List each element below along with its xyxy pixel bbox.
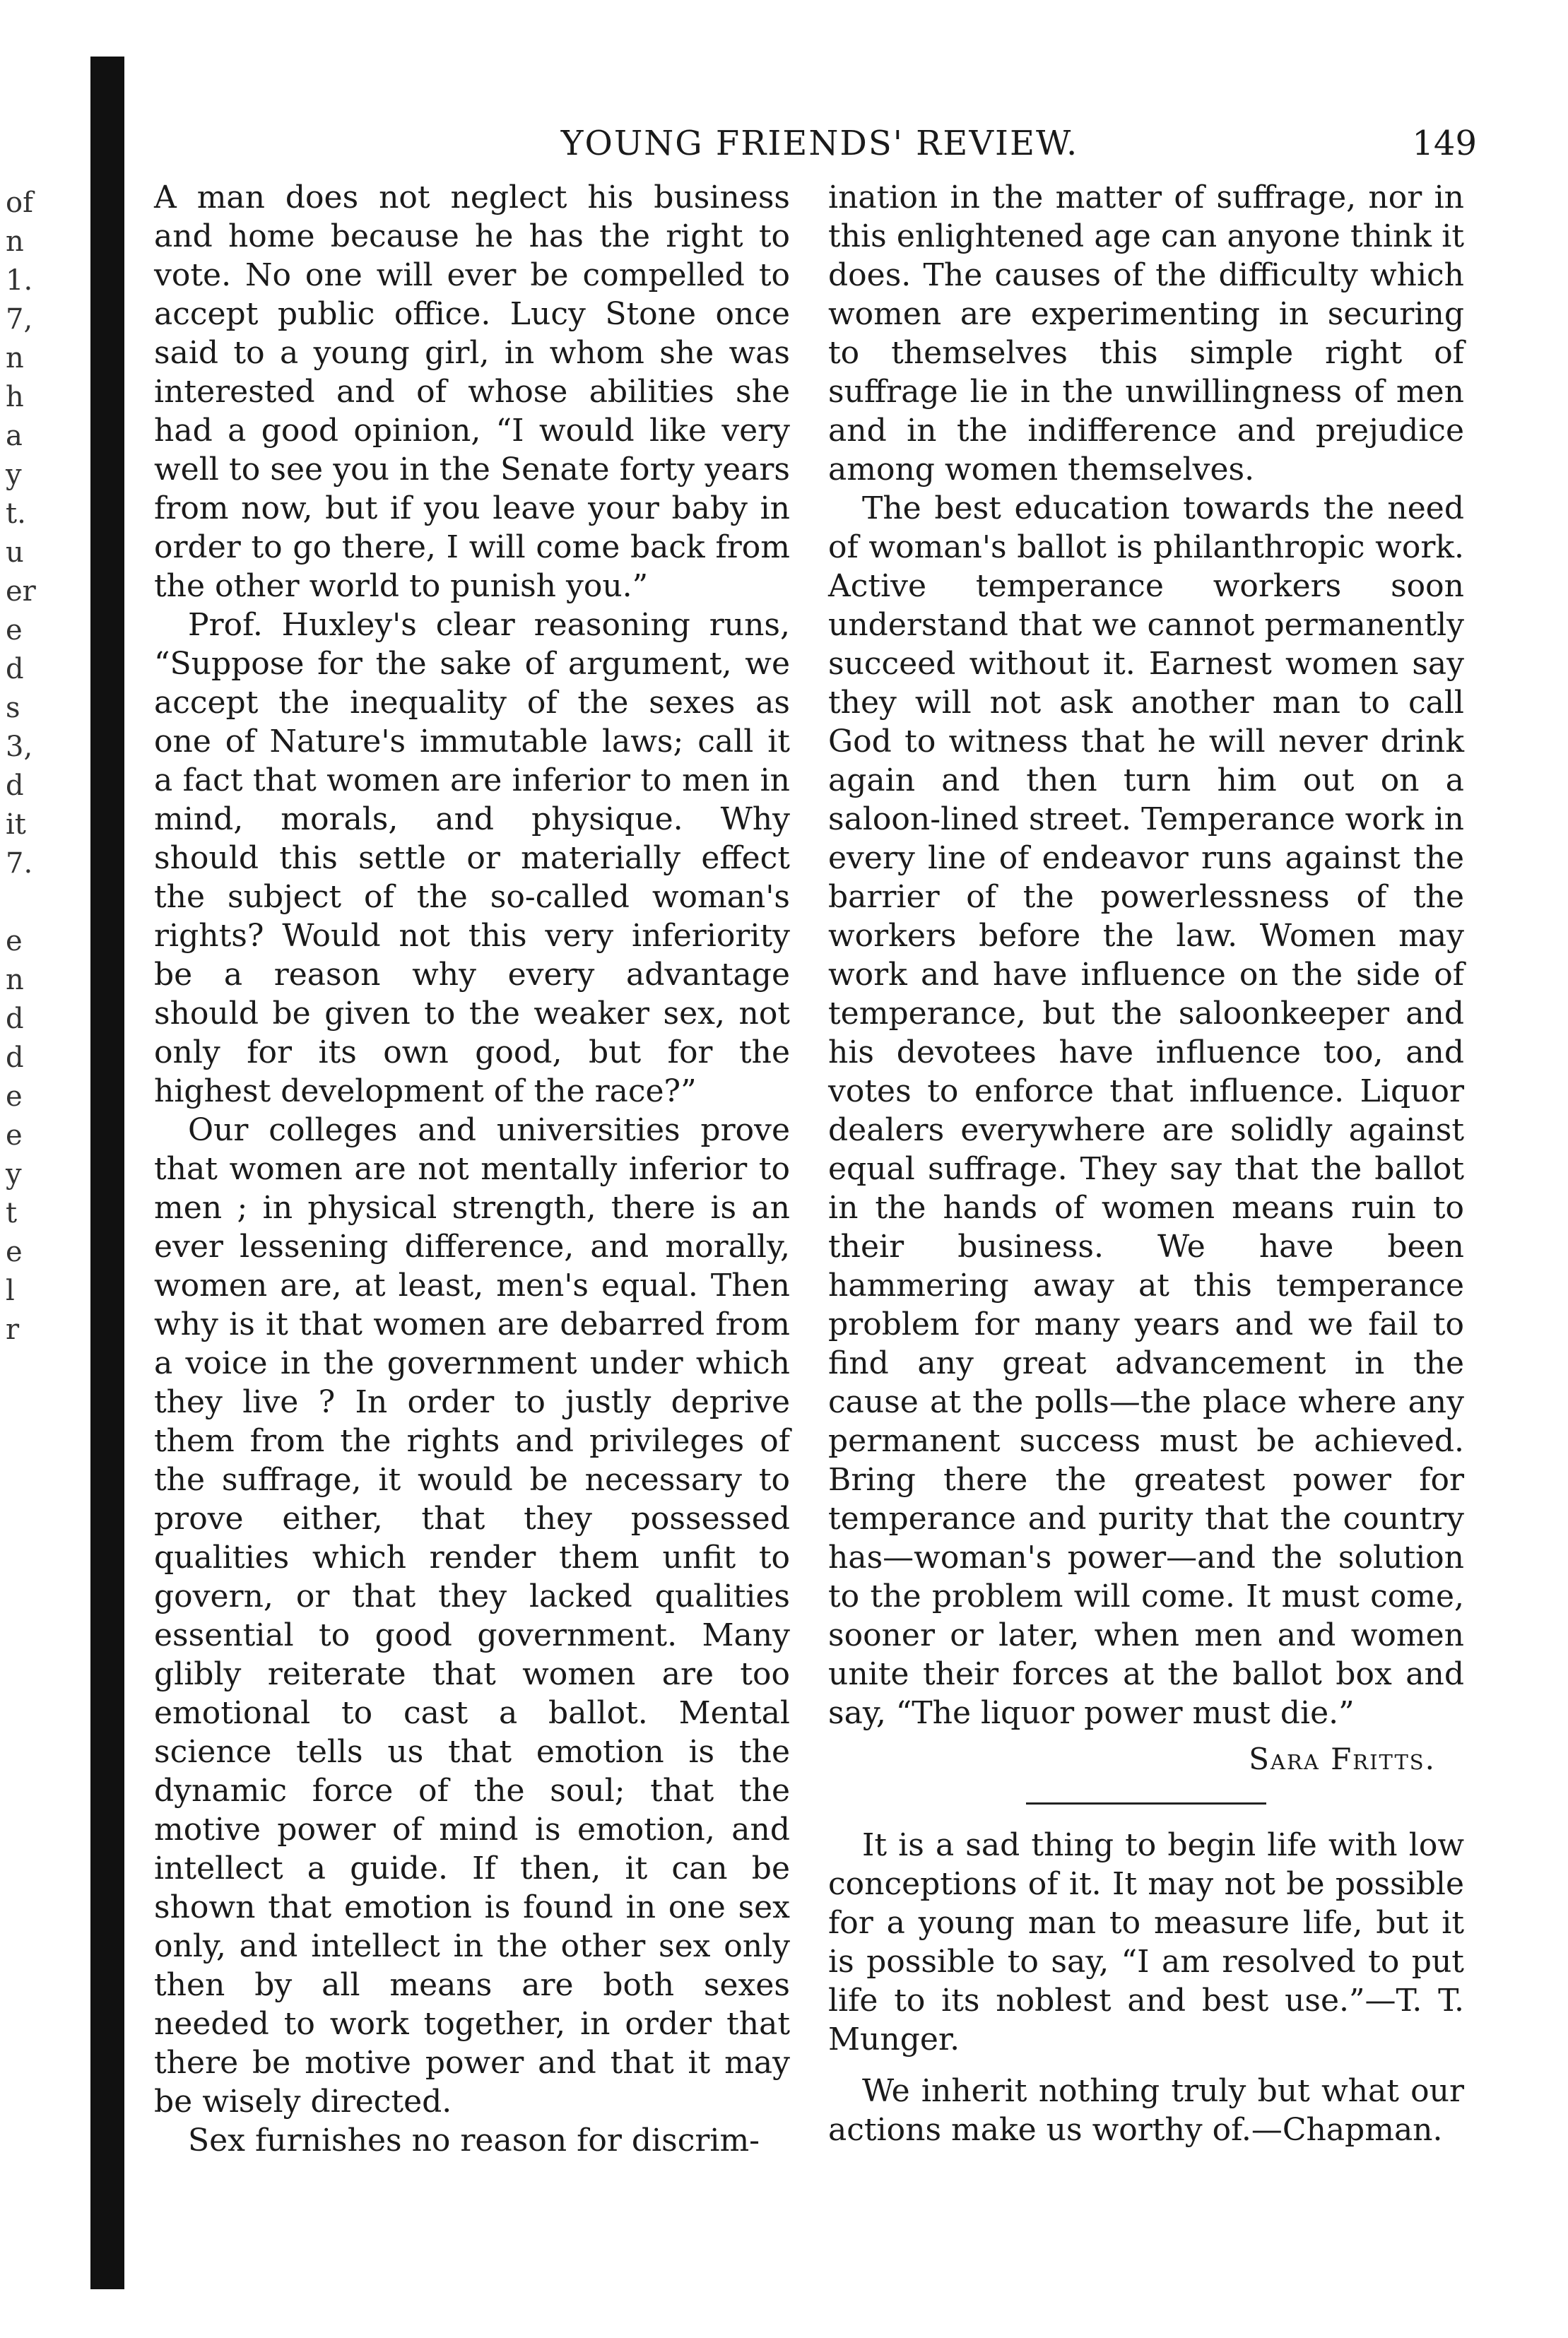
- paragraph: Our colleges and universities prove that women are not mentally inferior to men ; in physical strength, there is an ever lessening difference, and morally, women are, at least, men's equal. Then why is it that women are debarred from a voice in the government under which they live ? In order to justly deprive them from the rights and privileges of the suffrage, it would be necessary to prove either, that they possessed qualities which render them unfit to govern, or that they lacked qualities essential to good government. Many glibly reiterate that women are too emotional to cast a ballot. Mental science tells us that emotion is the dynamic force of the soul; that the motive power of mind is emotion, and intellect a guide. If then, it can be shown that emotion is found in one sex only, and intellect in the other sex only then by all means are both sexes needed to work together, in order that there be motive power and that it may be wisely directed.: [154, 1112, 790, 2120]
- page-header: [163, 119, 1477, 168]
- margin-fragment: 3,: [6, 731, 33, 763]
- right-column: [828, 178, 1464, 2149]
- paragraph: A man does not neglect his business and home because he has the right to vote. No one will ever be compelled to accept public office. Lucy Stone once said to a young girl, in whom she was interested and of whose abilities she had a good opinion, “I would like very well to see you in the Senate forty years from now, but if you leave your baby in order to go there, I will come back from the other world to punish you.”: [154, 179, 790, 604]
- margin-fragment: l: [6, 1275, 15, 1307]
- margin-fragment: n: [6, 225, 24, 258]
- margin-fragment: u: [6, 536, 24, 569]
- paragraph: Prof. Huxley's clear reasoning runs, “Suppose for the sake of argument, we accept the inequality of the sexes as one of Nature's immutable laws; call it a fact that women are inferior to men in mind, morals, and physique. Why should this settle or materially effect the subject of the so-called woman's rights? Would not this very inferiority be a reason why every advantage should be given to the weaker sex, not only for its own good, but for the highest development of the race?”: [154, 607, 790, 1109]
- paragraph: The best education towards the need of woman's ballot is philanthropic work. Active temperance workers soon understand that we cannot permanently succeed without it. Earnest women say they will not ask another man to call God to witness that he will never drink again and then turn him out on a saloon-lined street. Temperance work in every line of endeavor runs against the barrier of the powerlessness of the workers before the law. Women may work and have influence on the side of temperance, but the saloonkeeper and his devotees have influence too, and votes to enforce that influence. Liquor dealers everywhere are solidly against equal suffrage. They say that the ballot in the hands of women means ruin to their business. We have been hammering away at this temperance problem for many years and we fail to find any great advancement in the cause at the polls—the place where any permanent success must be achieved. Bring there the greatest power for temperance and purity that the country has—woman's power—and the solution to the problem will come. It must come, sooner or later, when men and women unite their forces at the ballot box and say, “The liquor power must die.”: [828, 490, 1464, 1731]
- margin-fragment: e: [6, 925, 23, 957]
- margin-fragment: er: [6, 575, 36, 608]
- quote-paragraph: It is a sad thing to begin life with low conceptions of it. It may not be possible for a young man to measure life, but it is possible to say, “I am resolved to put life to its noblest and best use.”—T. T. Munger.: [828, 1827, 1464, 2057]
- margin-fragment: n: [6, 964, 24, 996]
- margin-fragment: r: [6, 1313, 20, 1346]
- margin-fragment: [6, 883, 76, 922]
- margin-fragment: d: [6, 1041, 24, 1074]
- running-title: YOUNG FRIENDS' REVIEW.: [560, 124, 1079, 163]
- margin-fragment: d: [6, 653, 24, 685]
- margin-fragment: e: [6, 1080, 23, 1113]
- left-column: [154, 178, 790, 2160]
- margin-fragment: d: [6, 1003, 24, 1035]
- margin-fragment: 1.: [6, 264, 33, 297]
- margin-fragment: e: [6, 614, 23, 647]
- quote-paragraph: We inherit nothing truly but what our actions make us worthy of.—Chapman.: [828, 2073, 1464, 2148]
- margin-fragment: e: [6, 1236, 23, 1268]
- author-signature: Sara Fritts.: [1249, 1742, 1436, 1776]
- margin-fragment: h: [6, 381, 24, 413]
- paragraph: Sex furnishes no reason for discrim-: [188, 2122, 760, 2159]
- section-divider: [1026, 1802, 1266, 1805]
- margin-fragment: 7,: [6, 303, 33, 336]
- margin-fragment: t.: [6, 497, 26, 530]
- margin-fragment: d: [6, 769, 24, 802]
- binding-edge: [90, 57, 124, 2289]
- margin-fragment: s: [6, 692, 20, 724]
- margin-fragment: t: [6, 1197, 18, 1229]
- facing-page-fragments: [6, 184, 76, 1350]
- margin-fragment: of: [6, 187, 33, 219]
- margin-fragment: y: [6, 459, 22, 491]
- margin-fragment: e: [6, 1119, 23, 1152]
- margin-fragment: n: [6, 342, 24, 374]
- margin-fragment: y: [6, 1158, 22, 1191]
- margin-fragment: a: [6, 420, 23, 452]
- margin-fragment: it: [6, 808, 26, 841]
- page-number: 149: [1412, 124, 1477, 163]
- paragraph: ination in the matter of suffrage, nor in this enlightened age can anyone think it does. The causes of the difficulty which women are experimenting in securing to themselves this simple right of suffrage lie in the unwillingness of men and in the indifference and prejudice among women themselves.: [828, 179, 1464, 488]
- margin-fragment: 7.: [6, 847, 33, 880]
